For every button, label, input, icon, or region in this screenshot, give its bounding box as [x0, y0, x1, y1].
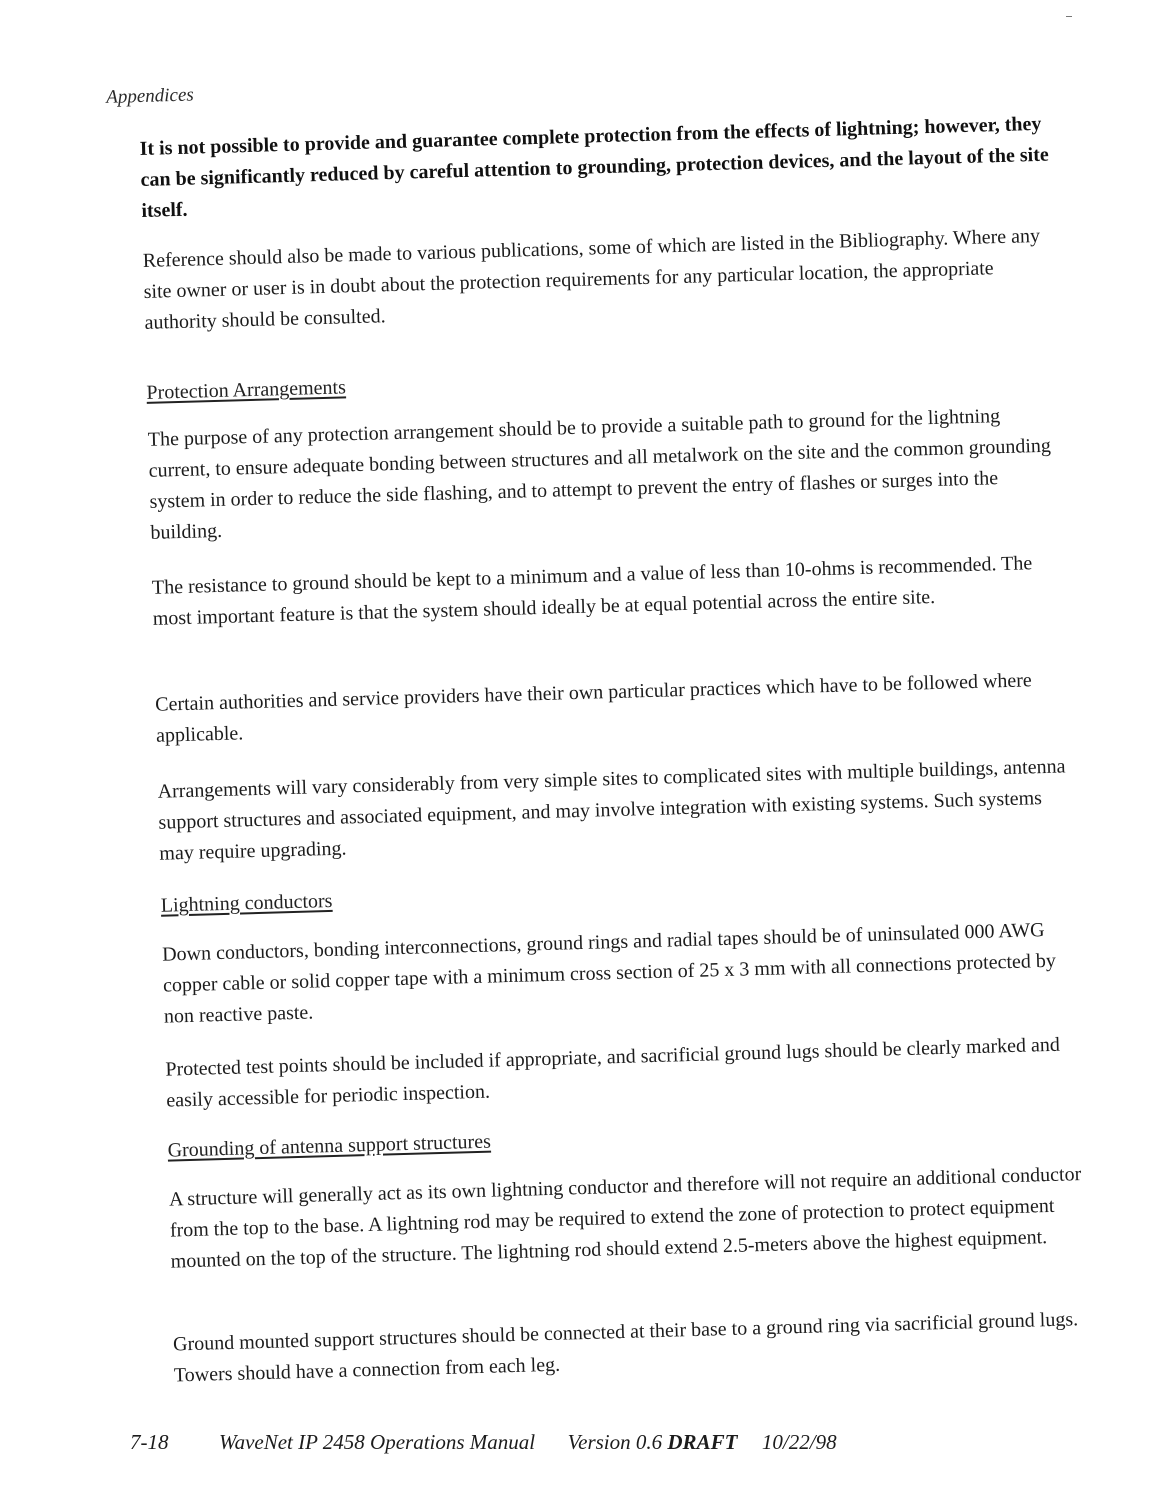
footer-manual-title: WaveNet IP 2458 Operations Manual: [219, 1430, 536, 1454]
conductors-paragraph-1: Down conductors, bonding interconnections, ground rings and radial tapes should be of uninsulated 000 AWG copper cable or solid copper tape with a minimum cross section of 25 x 3 mm with all connections protected by non reactive paste.: [161, 919, 1057, 1028]
protection-paragraph-3: Certain authorities and service providers have their own particular practices which have to be followed where applicable.: [154, 669, 1033, 747]
antenna-paragraph-1: A structure will generally act as its own lightning conductor and therefore will not require an additional conductor from the top to the base. A lightning rod may be required to extend the zone of protection to protect equipment mounted on the top of the structure. The lightning rod should extend 2.5-meters above the highest equipment.: [168, 1163, 1082, 1273]
heading-grounding-antenna: Grounding of antenna support structures: [167, 1130, 492, 1162]
heading-lightning-conductors: Lightning conductors: [160, 889, 333, 917]
protection-paragraph-4: Arrangements will vary considerably from very simple sites to complicated sites with multiple buildings, antenna support structures and associated equipment, and may involve integration with existing systems. Such systems may require upgrading.: [157, 755, 1066, 865]
reference-paragraph: Reference should also be made to various publications, some of which are listed in the Bibliography. Where any site owner or user is in doubt about the protection requirements for any particular location, the appropriate authority should be consulted.: [142, 224, 1041, 334]
intro-bold-paragraph: It is not possible to provide and guarantee complete protection from the effects of lightning; however, they can be significantly reduced by careful attention to grounding, protection devices, and the layout of the site itself.: [139, 112, 1050, 222]
page-footer: [130, 1430, 837, 1455]
footer-version: Version 0.6: [567, 1430, 663, 1454]
heading-protection-arrangements: Protection Arrangements: [146, 376, 347, 404]
footer-page-number: 7-18: [130, 1430, 169, 1454]
running-head: Appendices: [105, 84, 195, 108]
antenna-paragraph-2: Ground mounted support structures should be connected at their base to a ground ring via sacrificial ground lugs. Towers should have a connection from each leg.: [172, 1308, 1079, 1387]
conductors-paragraph-2: Protected test points should be included if appropriate, and sacrificial ground lugs should be clearly marked and easily accessible for periodic inspection.: [165, 1033, 1061, 1112]
footer-draft-label: DRAFT: [667, 1430, 738, 1454]
protection-paragraph-1: The purpose of any protection arrangement should be to provide a suitable path to ground for the lightning current, to ensure adequate bonding between structures and all metalwork on the site and the common grounding system in order to reduce the side flashing, and to attempt to prevent the entry of flashes or surges into the building.: [147, 405, 1052, 544]
protection-paragraph-2: The resistance to ground should be kept to a minimum and a value of less than 10-ohms is recommended. The most important feature is that the system should ideally be at equal potential across the entire site.: [151, 552, 1033, 630]
footer-date: 10/22/98: [761, 1430, 837, 1454]
